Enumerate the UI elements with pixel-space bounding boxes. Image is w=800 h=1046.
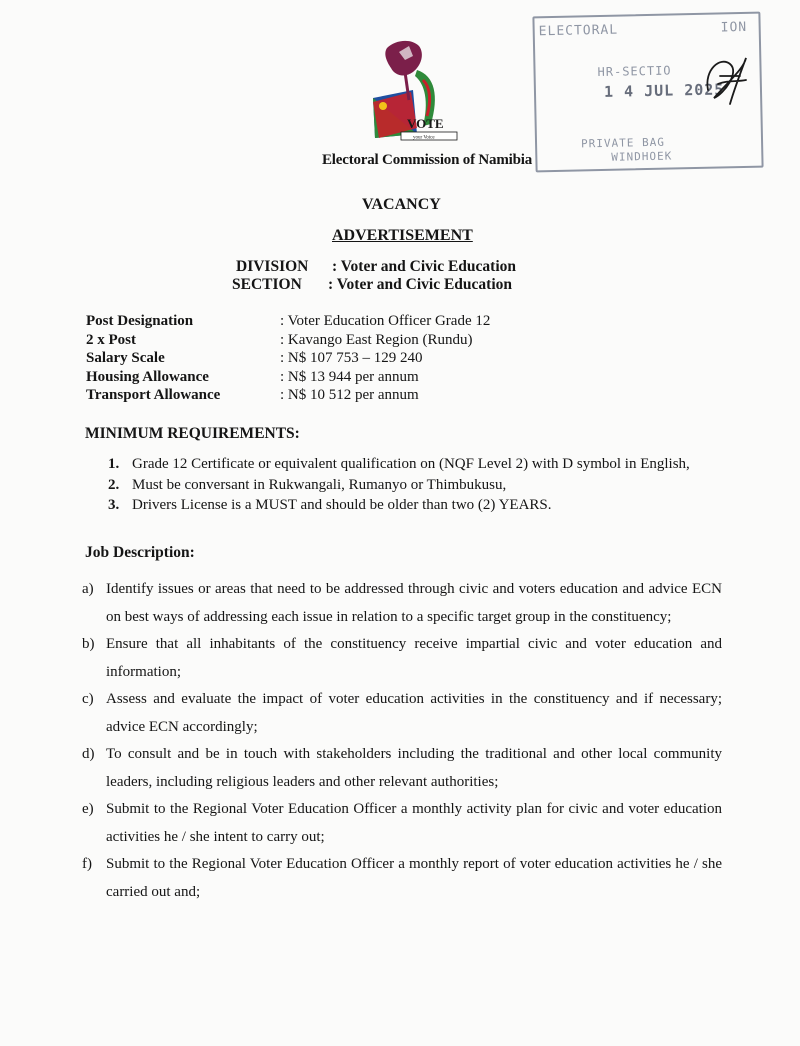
detail-value: : N$ 10 512 per annum <box>280 387 419 403</box>
job-description-title: Job Description: <box>85 544 195 561</box>
stamp-line1b: ION <box>720 19 748 36</box>
vacancy-title: VACANCY <box>362 196 441 213</box>
advertisement-title: ADVERTISEMENT <box>332 227 473 244</box>
stamp-address2: WINDHOEK <box>611 149 673 164</box>
item-letter: d) <box>82 746 95 762</box>
detail-label: Salary Scale <box>86 350 165 366</box>
post-details <box>86 313 726 406</box>
detail-label: Housing Allowance <box>86 368 209 385</box>
detail-row <box>86 387 726 406</box>
detail-label: Post Designation <box>86 313 194 329</box>
detail-row <box>86 332 726 351</box>
stamp-line1: ELECTORAL <box>538 22 619 40</box>
item-text: Ensure that all inhabitants of the constituency receive impartial civic and voter education and information; <box>106 636 722 680</box>
item-text: Submit to the Regional Voter Education Officer a monthly activity plan for civic and voter education activities he / she intent to carry out; <box>106 801 722 845</box>
list-item <box>82 796 722 851</box>
stamp-address1: PRIVATE BAG <box>580 135 666 151</box>
detail-value: : Voter Education Officer Grade 12 <box>280 313 491 329</box>
requirements-list <box>108 455 708 517</box>
section-value: : Voter and Civic Education <box>328 276 513 293</box>
item-text: Grade 12 Certificate or equivalent qualification on (NQF Level 2) with D symbol in English, <box>132 456 690 472</box>
list-item <box>108 455 708 474</box>
detail-value: : N$ 13 944 per annum <box>280 368 419 385</box>
list-item <box>108 496 708 515</box>
item-letter: f) <box>82 856 92 872</box>
detail-value: : N$ 107 753 – 129 240 <box>280 350 423 366</box>
item-number: 3. <box>108 497 120 513</box>
detail-value: : Kavango East Region (Rundu) <box>280 331 473 348</box>
list-item <box>82 851 722 906</box>
detail-label: Transport Allowance <box>86 387 221 403</box>
section-label: SECTION <box>232 276 302 293</box>
detail-label: 2 x Post <box>86 331 136 348</box>
min-requirements-title: MINIMUM REQUIREMENTS: <box>85 425 300 442</box>
item-letter: c) <box>82 691 94 707</box>
job-description-list <box>82 576 722 906</box>
list-item <box>82 741 722 796</box>
detail-row <box>86 369 726 388</box>
division-label: DIVISION <box>236 258 309 275</box>
item-letter: b) <box>82 636 95 652</box>
stamp-section: HR-SECTIO <box>597 63 672 80</box>
item-text: To consult and be in touch with stakeholders including the traditional and other local community leaders, including religious leaders and other relevant authorities; <box>106 746 722 790</box>
list-item <box>82 686 722 741</box>
handwritten-signature <box>700 50 752 112</box>
list-item <box>108 476 708 495</box>
item-text: Submit to the Regional Voter Education Officer a monthly report of voter education activities he / she carried out and; <box>106 856 722 900</box>
logo-text: VOTE <box>407 116 444 131</box>
item-text: Assess and evaluate the impact of voter education activities in the constituency and if necessary; advice ECN accordingly; <box>106 691 722 735</box>
logo-subtext: your Voice <box>413 135 435 141</box>
item-text: Identify issues or areas that need to be addressed through civic and voters education and advice ECN on best ways of addressing each issue in relation to a specific target group in the constituency; <box>106 581 722 625</box>
division-value: : Voter and Civic Education <box>332 258 517 275</box>
list-item <box>82 631 722 686</box>
item-number: 2. <box>108 476 120 493</box>
ecn-logo <box>365 36 465 144</box>
item-text: Drivers License is a MUST and should be older than two (2) YEARS. <box>132 497 552 513</box>
item-text: Must be conversant in Rukwangali, Rumanyo or Thimbukusu, <box>132 476 507 493</box>
item-letter: e) <box>82 801 94 817</box>
list-item <box>82 576 722 631</box>
item-letter: a) <box>82 581 94 597</box>
detail-row <box>86 350 726 369</box>
stamp-date: 1 4 JUL 2025 <box>603 80 725 101</box>
item-number: 1. <box>108 456 120 472</box>
org-name: Electoral Commission of Namibia <box>322 152 533 168</box>
detail-row <box>86 313 726 332</box>
